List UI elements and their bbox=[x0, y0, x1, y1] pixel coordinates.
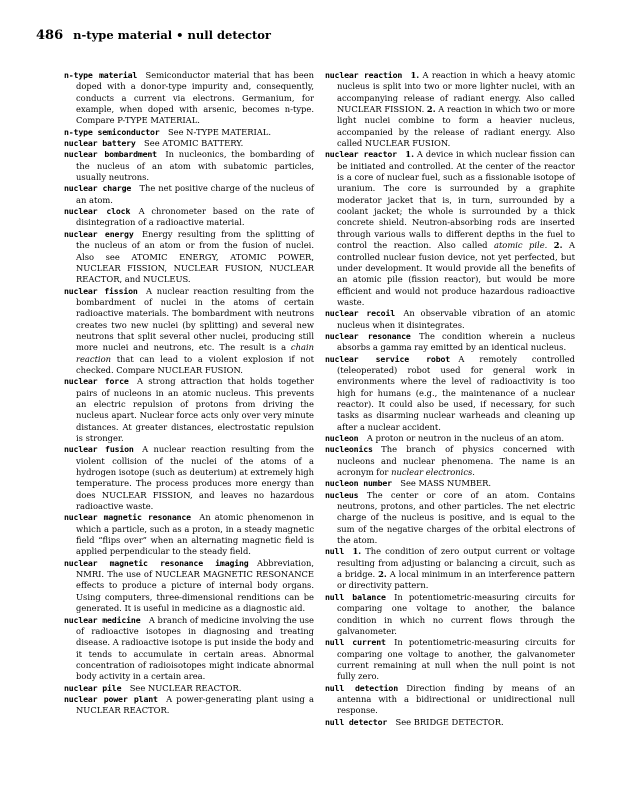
entry-term: nuclear energy bbox=[64, 228, 134, 239]
entry-definition-text: Energy resulting from the splitting of the nucleus of an atom or from the fusion of nuclei. Also see ATOMIC ENERGY, ATOMIC POWER, NUCLEAR FISSION, NUCLEAR FUSION, NUCLEAR REACTOR, and NUCLEUS. bbox=[76, 228, 315, 285]
glossary-entry bbox=[325, 546, 575, 591]
glossary-entry bbox=[64, 558, 314, 615]
page-number: 486 bbox=[36, 28, 64, 43]
glossary-entry bbox=[325, 637, 575, 682]
sense-number: 1. bbox=[352, 546, 362, 557]
entry-definition-text: A strong attraction that holds together pairs of nucleons in an atomic nucleus. This prevents an electric repulsion of protons from driving the nucleus apart. Nuclear force acts only over very minute distances. At greater distances, electrostatic repulsion is stronger. bbox=[76, 376, 314, 443]
entry-definition-text: A nuclear reaction resulting from the violent collision of the nuclei of the atoms of a hydrogen isotope (such as deuterium) at extremely high temperature. The process produces more energy than does NUCLEAR FISSION, and leaves no hazardous radioactive waste. bbox=[76, 444, 314, 512]
entry-definition-text: nuclear electronics. bbox=[391, 467, 475, 478]
entry-term: nuclear recoil bbox=[325, 308, 396, 319]
entry-definition-text: The net positive charge of the nucleus of an atom. bbox=[76, 183, 314, 205]
entry-term: nuclear medicine bbox=[64, 614, 141, 625]
entry-term: nucleonics bbox=[325, 444, 373, 455]
entry-term: n-type semiconductor bbox=[64, 126, 160, 137]
glossary-entry bbox=[325, 444, 575, 478]
entry-definition-text: A power-generating plant using a NUCLEAR REACTOR. bbox=[76, 693, 314, 716]
entry-definition-text: A reaction in which two or more light nuclei combine to form a heavier nucleus, accompanied by the release of radiant energy. Also called NUCLEAR FUSION. bbox=[337, 104, 575, 149]
entry-term: nuclear clock bbox=[64, 206, 131, 217]
glossary-entry bbox=[64, 149, 314, 183]
glossary-entry bbox=[325, 717, 575, 728]
entry-definition-text: In nucleonics, the bombarding of the nucleus of an atom with subatomic particles, usually neutrons. bbox=[76, 149, 314, 183]
running-head-title: n-type material • null detector bbox=[73, 28, 271, 42]
entry-term: nuclear force bbox=[64, 376, 129, 387]
entry-term: nuclear magnetic resonance bbox=[64, 512, 191, 523]
glossary-entry bbox=[64, 138, 314, 149]
entry-definition-text: See BRIDGE DETECTOR. bbox=[395, 716, 504, 727]
entry-term: nuclear resonance bbox=[325, 330, 411, 341]
entry-definition-text: A controlled nuclear fusion device, not yet perfected, but under development. It would provide all the benefits of an atomic pile (fission reactor), but would be more efficient and would not produce hazardous radioactive waste. bbox=[337, 240, 576, 307]
entry-term: null detector bbox=[325, 716, 388, 727]
entry-definition-text: In potentiometric-measuring circuits for comparing one voltage to another, the balance condition in which no current flows through the galvanometer. bbox=[337, 591, 576, 636]
entry-definition-text: See N-TYPE MATERIAL. bbox=[167, 126, 271, 137]
entry-definition-text: See MASS NUMBER. bbox=[400, 478, 492, 489]
entry-definition-text: atomic pile. bbox=[493, 240, 548, 251]
entry-definition-text: A branch of medicine involving the use of radioactive isotopes in diagnosing and treating disease. A radioactive isotope is put inside the body and it tends to accumulate in certain areas. Abnormal concentration of radioisotopes might indicate abnormal body activity in a certain area. bbox=[76, 614, 314, 682]
glossary-entry bbox=[64, 694, 314, 717]
glossary-entry bbox=[64, 444, 314, 512]
entry-definition-text: A reaction in which a heavy atomic nucleus is split into two or more lighter nuclei, with an accompanying release of radiant energy. Also called NUCLEAR FISSION. bbox=[337, 70, 576, 115]
entry-term: nuclear service robot bbox=[325, 353, 451, 364]
glossary-entry bbox=[64, 512, 314, 557]
glossary-entry bbox=[64, 183, 314, 206]
glossary-entry bbox=[64, 229, 314, 286]
entry-term: nuclear fission bbox=[64, 285, 138, 296]
entry-term: n-type material bbox=[64, 70, 138, 80]
glossary-entry bbox=[64, 683, 314, 694]
glossary-entry bbox=[325, 331, 575, 354]
glossary-entry bbox=[64, 127, 314, 138]
entry-term: nuclear fusion bbox=[64, 444, 134, 455]
left-column bbox=[64, 70, 314, 717]
entry-definition-text: A proton or neutron in the nucleus of an atom. bbox=[366, 433, 565, 443]
entry-term: nucleon number bbox=[325, 478, 392, 489]
entry-definition-text: that can lead to a violent explosion if not checked. Compare NUCLEAR FUSION. bbox=[76, 353, 314, 375]
entry-term: nuclear reactor bbox=[325, 149, 397, 160]
glossary-entry bbox=[64, 376, 314, 444]
entry-definition-text: The condition of zero output current or voltage resulting from adjusting or balancing a circuit, such as a bridge. bbox=[337, 546, 575, 580]
entry-term: nuclear battery bbox=[64, 138, 136, 149]
entry-term: null bbox=[325, 546, 345, 557]
entry-definition-text: An atomic phenomenon in which a particle, such as a proton, in a steady magnetic field “flips over” when an alternating magnetic field is applied perpendicular to the steady field. bbox=[76, 512, 314, 557]
sense-number: 2. bbox=[426, 104, 436, 115]
entry-definition-text: See ATOMIC BATTERY. bbox=[144, 138, 244, 149]
entry-definition-text: Semiconductor material that has been doped with a donor-type impurity and, consequently, conducts a current via electrons. Germanium, for example, when doped with arsenic, becomes n-type. Compare P-TYPE MATERIAL. bbox=[76, 70, 314, 126]
entry-definition-text: An observable vibration of an atomic nucleus when it disintegrates. bbox=[337, 308, 575, 330]
entry-term: nucleus bbox=[325, 489, 359, 500]
entry-definition-text: A local minimum in an interference pattern or directivity pattern. bbox=[337, 569, 575, 591]
glossary-entry bbox=[64, 70, 314, 127]
entry-definition-text: The center or core of an atom. Contains neutrons, protons, and other particles. The net electric charge of the nucleus is positive, and is equal to the sum of the negative charges of the orbital electrons of the atom. bbox=[337, 489, 575, 546]
sense-number: 1. bbox=[405, 149, 414, 160]
sense-number: 2. bbox=[378, 569, 387, 580]
entry-term: nuclear magnetic resonance imaging bbox=[64, 557, 249, 568]
entry-definition-text: Abbreviation, NMRI. The use of NUCLEAR MAGNETIC RESONANCE effects to produce a picture of internal body organs. Using computers, three-dimensional renditions can be generated. It is useful in medicine as a diagnostic aid. bbox=[76, 557, 314, 614]
entry-term: nuclear power plant bbox=[64, 693, 158, 704]
entry-term: null detection bbox=[325, 682, 398, 693]
glossary-entry bbox=[64, 206, 314, 229]
entry-term: nuclear charge bbox=[64, 183, 132, 194]
entry-term: nuclear reaction bbox=[325, 70, 403, 80]
entry-definition-text: See NUCLEAR REACTOR. bbox=[129, 682, 242, 693]
entry-definition-text: A device in which nuclear fission can be initiated and controlled. At the center of the reactor is a core of nuclear fuel, such as a fissionable isotope of uranium. The core is surrounded by a graphite moderator jacket that is, in turn, surrounded by a coolant jacket; the whole is surrounded by a thick concrete shield. Neutron-absorbing rods are inserted through various walls to different depths in the fuel to control the reaction. Also called bbox=[337, 149, 575, 251]
glossary-entry bbox=[325, 490, 575, 547]
entry-term: nuclear bombardment bbox=[64, 149, 157, 160]
entry-definition-text: The branch of physics concerned with nucleons and nuclear phenomena. The name is an acronym for bbox=[337, 444, 575, 478]
entry-definition-text: The condition wherein a nucleus absorbs a gamma ray emitted by an identical nucleus. bbox=[337, 330, 575, 353]
entry-term: null current bbox=[325, 637, 386, 648]
right-column bbox=[325, 70, 575, 728]
glossary-entry bbox=[325, 354, 575, 433]
glossary-entry bbox=[64, 615, 314, 683]
glossary-entry bbox=[325, 149, 575, 308]
glossary-entry bbox=[325, 592, 575, 637]
entry-definition-text: In potentiometric-measuring circuits for comparing one voltage to another, the galvanometer current remaining at null when the null point is not fully zero. bbox=[337, 637, 576, 682]
entry-definition-text: Direction finding by means of an antenna with a bidirectional or unidirectional null response. bbox=[337, 682, 575, 716]
glossary-entry bbox=[325, 478, 575, 489]
entry-definition-text: A chronometer based on the rate of disintegration of a radioactive material. bbox=[76, 206, 314, 228]
glossary-entry bbox=[325, 433, 575, 444]
sense-number: 1. bbox=[410, 70, 420, 80]
sense-number: 2. bbox=[553, 240, 563, 251]
glossary-entry bbox=[325, 683, 575, 717]
entry-term: nucleon bbox=[325, 433, 359, 443]
entry-term: nuclear pile bbox=[64, 682, 122, 693]
glossary-entry bbox=[325, 308, 575, 331]
glossary-entry bbox=[64, 286, 314, 377]
entry-definition-text: chain reaction bbox=[76, 342, 314, 364]
glossary-entry bbox=[325, 70, 575, 149]
page-header bbox=[36, 28, 606, 43]
entry-term: null balance bbox=[325, 591, 386, 602]
entry-definition-text: A nuclear reaction resulting from the bombardment of nuclei in the atoms of certain radioactive materials. The bombardment with neutrons creates two new nuclei (by splitting) and several new neutrons that split several other nuclei, producing still more nuclei and neutrons, etc. The result is a bbox=[76, 285, 314, 353]
entry-definition-text: A remotely controlled (teleoperated) robot used for general work in environments where the level of radioactivity is too high for humans (e.g., the maintenance of a nuclear reactor). It could also be used, if necessary, for such tasks as disarming nuclear warheads and cleaning up after a nuclear accident. bbox=[337, 353, 575, 432]
